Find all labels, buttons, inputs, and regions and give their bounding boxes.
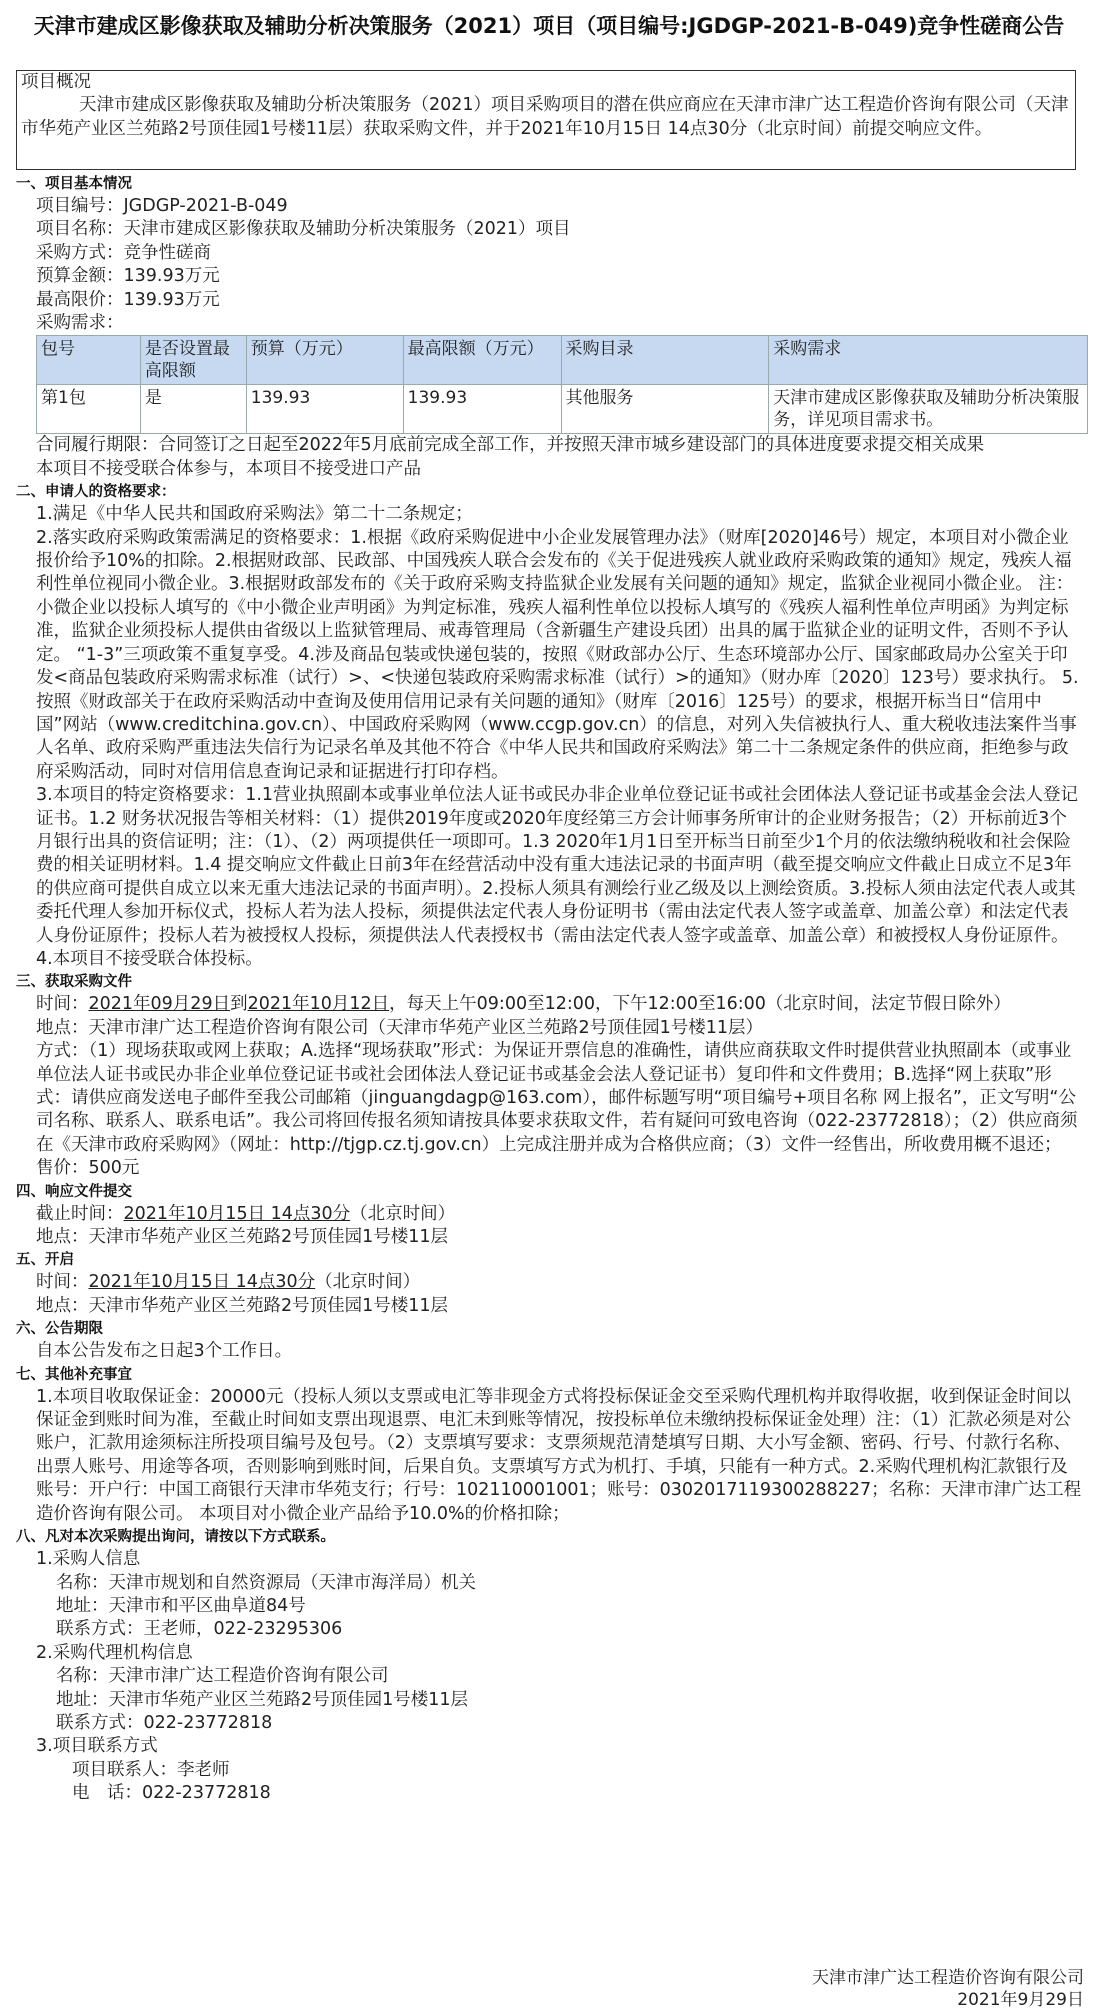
procurement-needs-label: 采购需求： [36,313,124,334]
consortium-notice: 本项目不接受联合体参与，本项目不接受进口产品 [36,458,421,479]
buyer-contact: 联系方式：王老师，022-23295306 [56,1619,343,1640]
deadline-timezone: （北京时间） [350,1203,456,1224]
submission-deadline [16,1203,1084,1226]
buyer-name: 名称：天津市规划和自然资源局（天津市海洋局）机关 [56,1572,476,1593]
document-price: 售价：500元 [36,1158,140,1179]
qualification-2: 2.落实政府采购政策需满足的资格要求：1.根据《政府采购促进中小企业发展管理办法》（财库[2020]46号）规定，本项目对小微企业报价给予10%的扣除。2.根据财政部、民政部、中国残疾人联合会发布的《关于促进残疾人就业政府采购政策的通知》规定，残疾人福利性单位视同小微企业。3.根据财政部发布的《关于政府采购支持监狱企业发展有关问题的通知》规定，监狱企业视同小微企业。 注：小微企业以投标人填写的《中小微企业声明函》为判定标准，残疾人福利性单位以投标人填写的《残疾人福利性单位声明函》为判定标准，监狱企业须投标人提供由省级以上监狱管理局、戒毒管理局（含新疆生产建设兵团）出具的属于监狱企业的证明文件，否则不予认定。 “1-3”三项政策不重复享受。4.涉及商品包装或快递包装的，按照《财政部办公厅、生态环境部办公厅、国家邮政局办公室关于印发<商品包装政府采购需求标准（试行）>、<快递包装政府采购需求标准（试行）>的通知》（财办库〔2020〕123号）要求执行。 5.按照《财政部关于在政府采购活动中查询及使用信用记录有关问题的通知》（财库〔2016〕125号）的要求，根据开标当日“信用中国”网站（www.creditchina.gov.cn）、中国政府采购网（www.ccgp.gov.cn）的信息，对列入失信被执行人、重大税收违法案件当事人名单、政府采购严重违法失信行为记录名单及其他不符合《中华人民共和国政府采购法》第二十二条规定条件的供应商，拒绝参与政府采购活动，同时对信用信息查询记录和证据进行打印存档。 [36,527,1079,782]
table-header-cell: 采购需求 [769,336,1088,385]
procurement-method: 采购方式：竞争性磋商 [36,242,211,263]
table-header-cell: 最高限额（万元） [403,336,561,385]
signature-company: 天津市津广达工程造价咨询有限公司 [812,1968,1084,1988]
agent-name: 名称：天津市津广达工程造价咨询有限公司 [56,1666,389,1687]
overview-text: 天津市建成区影像获取及辅助分析决策服务（2021）项目采购项目的潜在供应商应在天津市津广达工程造价咨询有限公司（天津市华苑产业区兰苑路2号顶佳园1号楼11层）获取采购文件，并于2021年10月15日 14点30分（北京时间）前提交响应文件。 [21,95,1069,139]
obtain-time-start: 2021年09月29日 [88,994,231,1015]
overview-label: 项目概况 [21,72,91,92]
signature-date: 2021年9月29日 [957,1990,1084,2010]
section-7-heading: 七、其他补充事宜 [16,1366,132,1383]
announcement-body [16,173,1084,1806]
agent-info-title: 2.采购代理机构信息 [36,1642,193,1663]
table-header-cell: 是否设置最高限额 [140,336,246,385]
project-contact-title: 3.项目联系方式 [36,1736,158,1757]
table-cell: 天津市建成区影像获取及辅助分析决策服务，详见项目需求书。 [769,385,1088,434]
page-title: 天津市建成区影像获取及辅助分析决策服务（2021）项目（项目编号:JGDGP-2021-B-049)竞争性磋商公告 [33,14,1065,38]
deadline-value: 2021年10月15日 14点30分 [123,1203,351,1224]
section-3-heading: 三、获取采购文件 [16,974,132,991]
section-4-heading: 四、响应文件提交 [16,1183,132,1200]
obtain-place: 地点：天津市津广达工程造价咨询有限公司（天津市华苑产业区兰苑路2号顶佳园1号楼11层） [36,1017,764,1038]
project-contact-phone: 电 话：022-23772818 [72,1783,271,1804]
section-2-heading: 二、申请人的资格要求： [16,484,176,501]
table-cell: 第1包 [37,385,141,434]
contract-period: 合同履行期限：合同签订之日起至2022年5月底前完成全部工作，并按照天津市城乡建设部门的具体进度要求提交相关成果 [36,435,985,456]
table-header-cell: 采购目录 [561,336,769,385]
table-header-cell: 预算（万元） [246,336,403,385]
opening-place: 地点：天津市华苑产业区兰苑路2号顶佳园1号楼11层 [36,1295,449,1316]
table-cell: 其他服务 [561,385,769,434]
agent-address: 地址：天津市华苑产业区兰苑路2号顶佳园1号楼11层 [56,1689,469,1710]
obtain-time [16,993,1084,1016]
obtain-time-label: 时间： [36,994,89,1015]
table-cell: 是 [140,385,246,434]
deadline-label: 截止时间： [36,1203,124,1224]
buyer-address: 地址：天津市和平区曲阜道84号 [56,1595,306,1616]
opening-timezone: （北京时间） [315,1272,421,1293]
obtain-method: 方式：（1）现场获取或网上获取；A.选择“现场获取”形式：为保证开票信息的准确性，请供应商获取文件时提供营业执照副本（或事业单位法人证书或民办非企业单位登记证书或社会团体法人登记证书或基金会法人登记证书）复印件和文件费用；B.选择“网上获取”形式：请供应商发送电子邮件至我公司邮箱（jinguangdagp@163.com），邮件标题写明“项目编号+项目名称 网上报名”，正文写明“公司名称、联系人、联系电话”。我公司将回传报名须知请按具体要求获取文件，若有疑问可致电咨询（022-23772818）；（2）供应商须在《天津市政府采购网》（网址：http://tjgp.cz.tj.gov.cn）上完成注册并成为合格供应商；（3）文件一经售出，所收费用概不退还； [36,1041,1078,1155]
table-header-row [37,336,1088,385]
obtain-time-rest: ，每天上午09:00至12:00，下午12:00至16:00（北京时间，法定节假日除外） [389,994,1011,1015]
section-5-heading: 五、开启 [16,1252,74,1269]
opening-time-label: 时间： [36,1272,89,1293]
qualification-3: 3.本项目的特定资格要求：1.1营业执照副本或事业单位法人证书或民办非企业单位登记证书或社会团体法人登记证书或基金会法人登记证书。1.2 财务状况报告等相关材料：（1）提供2019年度或2020年度经第三方会计师事务所审计的企业财务报告；（2）开标前近3个月银行出具的资信证明；注：（1）、（2）两项提供任一项即可。1.3 2020年1月1日至开标当日前至少1个月的依法缴纳税收和社会保险费的相关证明材料。1.4 提交响应文件截止日前3年在经营活动中没有重大违法记录的书面声明（截至提交响应文件截止日成立不足3年的供应商可提供自成立以来无重大违法记录的书面声明）。2.投标人须具有测绘行业乙级及以上测绘资质。3.投标人须由法定代表人或其委托代理人参加开标仪式，投标人若为法人投标，须提供法定代表人身份证明书（需由法定代表人签字或盖章、加盖公章）和法定代表人身份证原件；投标人若为被授权人投标，须提供法人代表授权书（需由法定代表人签字或盖章、加盖公章）和被授权人身份证原件。4.本项目不接受联合体投标。 [36,785,1079,969]
project-name: 项目名称：天津市建成区影像获取及辅助分析决策服务（2021）项目 [36,219,571,240]
section-1-heading: 一、项目基本情况 [16,176,132,192]
max-price: 最高限价：139.93万元 [36,289,220,310]
table-header-cell: 包号 [37,336,141,385]
section-8-heading: 八、凡对本次采购提出询问，请按以下方式联系。 [16,1529,335,1546]
project-number: 项目编号：JGDGP-2021-B-049 [36,196,288,216]
project-overview-box [16,70,1076,170]
section-6-heading: 六、公告期限 [16,1321,103,1338]
announcement-period: 自本公告发布之日起3个工作日。 [36,1341,293,1362]
project-contact-person: 项目联系人：李老师 [72,1759,230,1780]
other-matters: 1.本项目收取保证金：20000元（投标人须以支票或电汇等非现金方式将投标保证金交至采购代理机构并取得收据，收到保证金时间以保证金到账时间为准，至截止时间如支票出现退票、电汇未到账等情况，按投标单位未缴纳投标保证金处理）注：（1）汇款必须是对公账户，汇款用途须标注所投项目编号及包号。（2）支票填写要求：支票须规范清楚填写日期、大小写金额、密码、行号、付款行名称、出票人账号、用途等各项，否则影响到账时间，后果自负。支票填写方式为机打、手填，只能有一种方式。2.采购代理机构汇款银行及账号：开户行：中国工商银行天津市华苑支行；行号：102110001001；账号：0302017119300288227；名称：天津市津广达工程造价咨询有限公司。 本项目对小微企业产品给予10.0%的价格扣除； [36,1386,1082,1524]
requirements-table [36,335,1088,434]
submission-place: 地点：天津市华苑产业区兰苑路2号顶佳园1号楼11层 [36,1227,449,1248]
table-cell: 139.93 [246,385,403,434]
agent-contact: 联系方式：022-23772818 [56,1712,273,1733]
qualification-1: 1.满足《中华人民共和国政府采购法》第二十二条规定； [36,504,473,525]
opening-time [16,1271,1084,1294]
table-cell: 139.93 [403,385,561,434]
obtain-time-end: 2021年10月12日 [247,994,390,1015]
obtain-time-to: 到 [230,994,248,1015]
opening-time-value: 2021年10月15日 14点30分 [88,1272,316,1293]
budget-amount: 预算金额：139.93万元 [36,266,220,287]
buyer-info-title: 1.采购人信息 [36,1549,141,1570]
table-row [37,385,1088,434]
